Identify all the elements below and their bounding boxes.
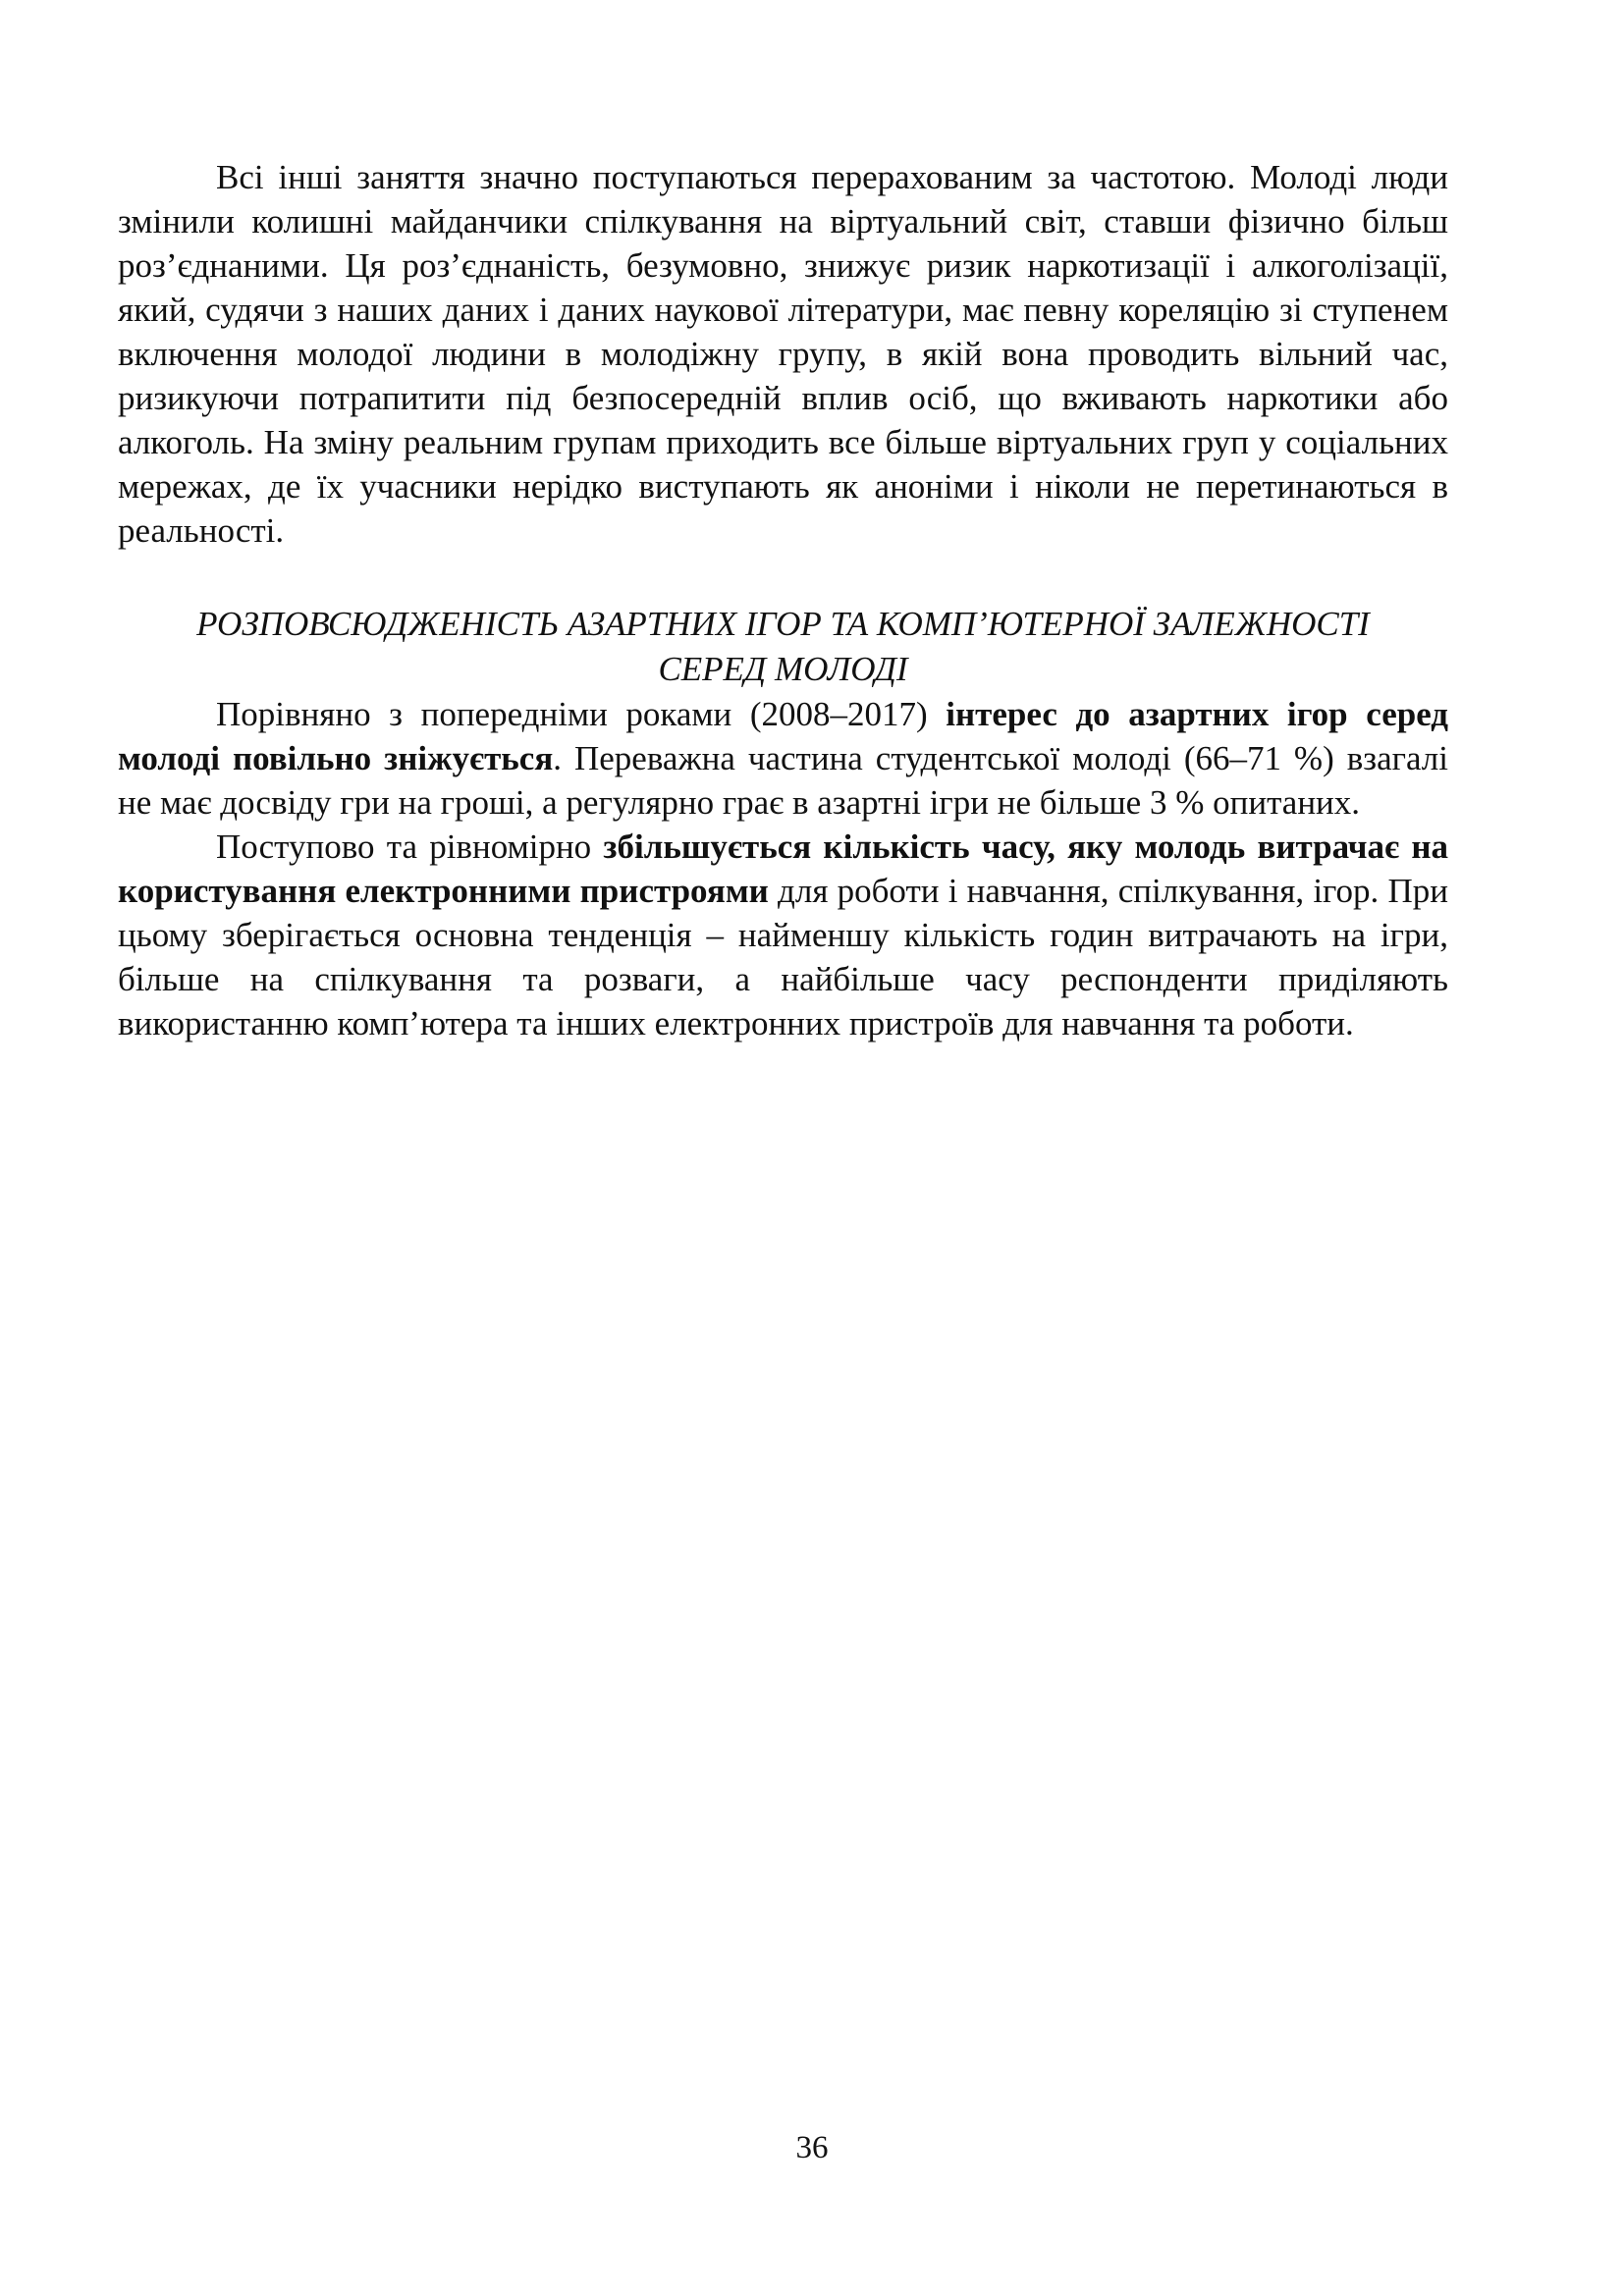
paragraph-3-bold-emphasis: збільшується кількість часу, яку молодь витрачає на користування електронними пристроями [118,828,1448,910]
section-heading [118,602,1448,692]
paragraph-2-text-start: Порівняно з попередніми роками (2008–2017) [216,695,947,733]
section-heading-line-2: СЕРЕД МОЛОДІ [658,650,908,688]
page-number: 36 [795,2130,829,2165]
paragraph-2-text-end: . Переважна частина студентської молоді (66–71 %) взагалі не має досвіду гри на гроші, а регулярно грає в азартні ігри не більше 3 % опитаних. [118,739,1448,822]
paragraph-3-text-end: для роботи і навчання, спілкування, ігор. При цьому зберігається основна тенденція – найменшу кількість годин витрачають на ігри, більше на спілкування та розваги, а найбільше часу респонденти приділяють використанню комп’ютера та інших електронних пристроїв для навчання та роботи. [118,872,1448,1042]
section-heading-line-1: РОЗПОВСЮДЖЕНІСТЬ АЗАРТНИХ ІГОР ТА КОМП’ЮТЕРНОЇ ЗАЛЕЖНОСТІ [196,605,1370,643]
paragraph-2-bold-emphasis: інтерес до азартних ігор серед молоді повільно зніжується [118,695,1448,777]
body-paragraph-2 [118,692,1448,825]
body-paragraph-3 [118,825,1448,1045]
body-paragraph-1: Всі інші заняття значно поступаються перерахованим за частотою. Молоді люди змінили колишні майданчики спілкування на віртуальний світ, ставши фізично більш роз’єднаними. Ця роз’єднаність, безумовно, знижує ризик наркотизації і алкоголізації, який, судячи з наших даних і даних наукової літератури, має певну кореляцію зі ступенем включення молодої людини в молодіжну групу, в якій вона проводить вільний час, ризикуючи потрапитити під безпосередній вплив осіб, що вживають наркотики або алкоголь. На зміну реальним групам приходить все більше віртуальних груп у соціальних мережах, де їх учасники нерідко виступають як аноніми і ніколи не перетинаються в реальності. [118,158,1448,550]
paragraph-3-text-start: Поступово та рівномірно [216,828,604,866]
page-content [118,155,1448,1045]
